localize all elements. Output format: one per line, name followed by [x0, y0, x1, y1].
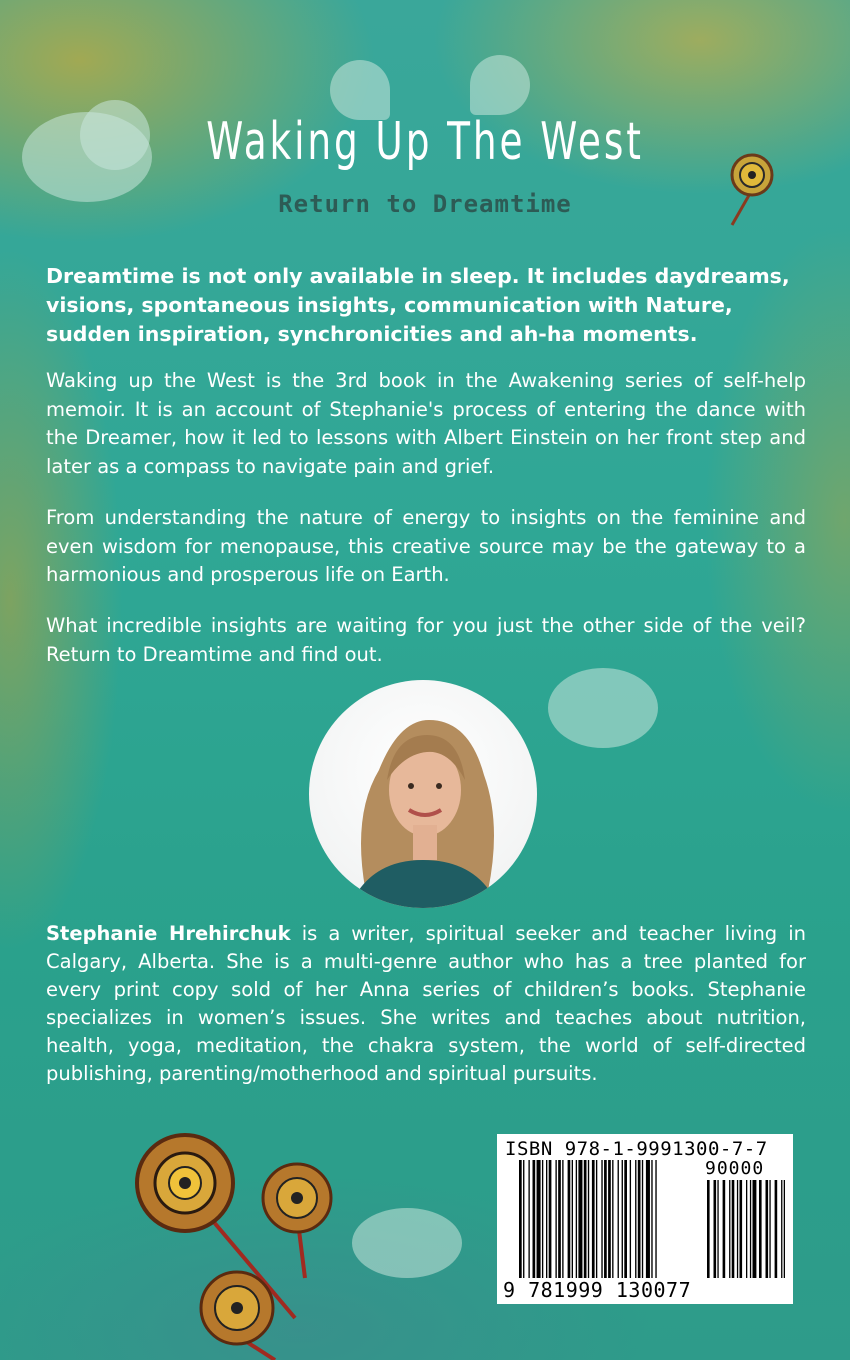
description-paragraph-3: What incredible insights are waiting for you just the other side of the veil? Return to Dreamtime and find out.	[46, 614, 806, 666]
description-paragraph-2: From understanding the nature of energy to insights on the feminine and even wisdom for menopause, this creative source may be the gateway to a harmonious and prosperous life on Earth.	[46, 506, 806, 586]
author-portrait-icon	[309, 680, 537, 908]
author-name: Stephanie Hrehirchuk	[46, 922, 291, 945]
book-subtitle: Return to Dreamtime	[278, 190, 572, 218]
price-code: 90000	[705, 1158, 765, 1179]
description-paragraph-1: Waking up the West is the 3rd book in the Awakening series of self-help memoir. It is an account of Stephanie's process of entering the dance with the Dreamer, how it led to lessons with Albert Einstein on her front step and later as a compass to navigate pain and grief.	[46, 369, 806, 478]
cloud-shape-right	[548, 668, 658, 748]
leaf-shape-top	[330, 60, 390, 120]
isbn-barcode	[497, 1134, 793, 1304]
isbn-label: ISBN 978-1-9991300-7-7	[505, 1138, 768, 1160]
barcode-digits: 9 781999 130077	[503, 1278, 692, 1302]
cloud-shape-bottom	[352, 1208, 462, 1278]
author-photo	[309, 680, 537, 908]
leaf-shape-top-2	[470, 55, 530, 115]
book-title: Waking Up The West	[206, 112, 644, 172]
barcode-bars-icon	[519, 1160, 785, 1278]
lead-paragraph: Dreamtime is not only available in sleep. It includes daydreams, visions, spontaneous insights, communication with Nature, sudden inspiration, synchronicities and ah-ha moments.	[46, 264, 790, 346]
author-bio-text: is a writer, spiritual seeker and teacher living in Calgary, Alberta. She is a multi-genre author who has a tree planted for every print copy sold of her Anna series of children’s books. Stephanie specializes in women’s issues. She writes and teaches about nutrition, health, yoga, meditation, the chakra system, the world of self-directed publishing, parenting/motherhood and spiritual pursuits.	[46, 922, 806, 1085]
author-bio	[46, 920, 806, 1088]
flower-ornaments-bottom	[125, 1128, 355, 1360]
